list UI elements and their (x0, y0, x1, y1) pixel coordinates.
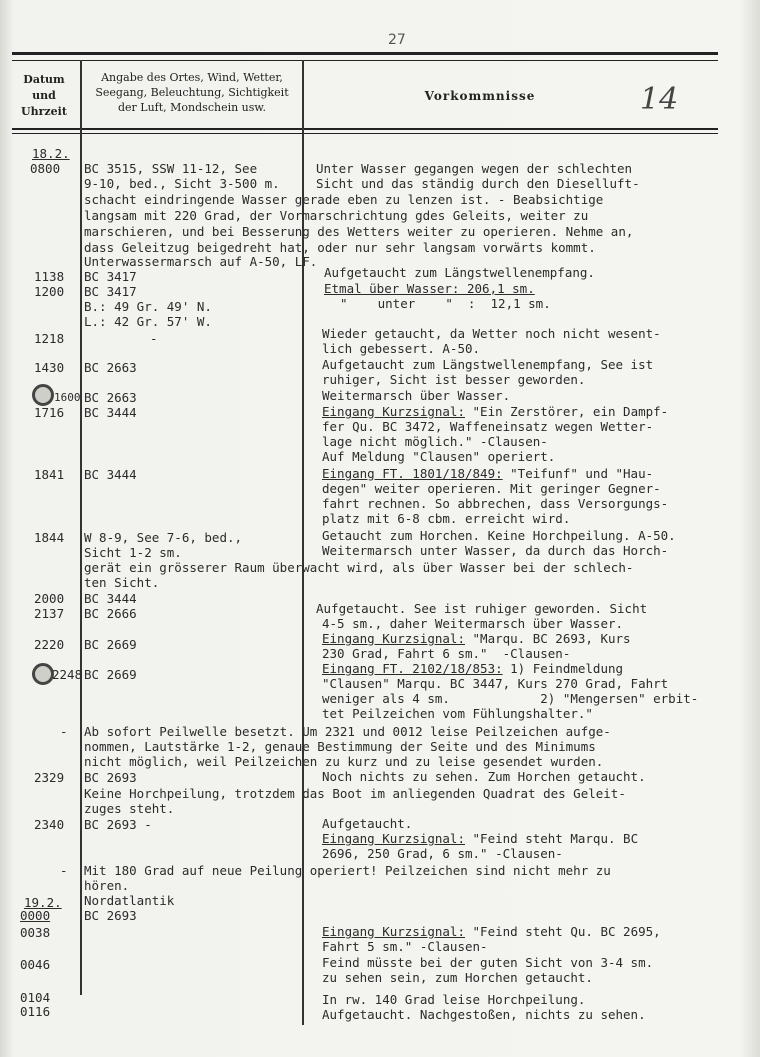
event-text: "Teifunf" und "Hau- (502, 466, 654, 481)
event-cell: ruhiger, Sicht ist besser geworden. (322, 372, 586, 387)
event-cell: 230 Grad, Fahrt 6 sm." -Clausen- (322, 646, 571, 661)
time-cell: 2000 (34, 591, 65, 606)
header-location-line-2: Seegang, Beleuchtung, Sichtigkeit (95, 86, 289, 99)
full-width-line: ten Sicht. (84, 575, 160, 590)
event-text: "Marqu. BC 2693, Kurs (465, 631, 631, 646)
event-text: "Feind steht Marqu. BC (465, 831, 639, 846)
time-cell: 0038 (20, 925, 51, 940)
event-cell: Weitermarsch unter Wasser, da durch das Horch- (322, 543, 669, 558)
event-cell: Aufgetaucht. See ist ruhiger geworden. Sicht (316, 601, 648, 616)
event-cell: lich gebessert. A-50. (322, 341, 481, 356)
header-bottom-rule (12, 128, 718, 130)
time-cell: 0104 (20, 990, 51, 1005)
full-width-line: schacht eindringende Wasser gerade eben zu lenzen ist. - Beabsichtige (84, 192, 604, 207)
event-cell: 2696, 250 Grad, 6 sm." -Clausen- (322, 846, 563, 861)
location-cell: - (150, 331, 158, 346)
full-width-line: hören. (84, 878, 130, 893)
time-cell: 1218 (34, 331, 65, 346)
event-cell: Auf Meldung "Clausen" operiert. (322, 449, 556, 464)
top-rule-thin (12, 60, 718, 61)
event-heading: Eingang Kurzsignal: (322, 631, 465, 646)
full-width-line: dass Geleitzug beigedreht hat, oder nur sehr langsam vorwärts kommt. (84, 240, 596, 255)
full-width-line: Ab sofort Peilwelle besetzt. Um 2321 und 0012 leise Peilzeichen aufge- (84, 724, 611, 739)
location-cell: BC 3417 (84, 269, 137, 284)
header-date-line-2: und (32, 89, 56, 102)
location-cell: BC 3444 (84, 467, 137, 482)
event-text: "Ein Zerstörer, ein Dampf- (465, 404, 669, 419)
time-cell: 1716 (34, 405, 65, 420)
event-cell: fahrt rechnen. So abbrechen, dass Versorgungs- (322, 496, 669, 511)
time-cell: 0000 (20, 908, 51, 923)
full-width-line: langsam mit 220 Grad, der Vormarschrichtung gdes Geleits, weiter zu (84, 208, 589, 223)
event-cell: Getaucht zum Horchen. Keine Horchpeilung. A-50. (322, 528, 676, 543)
event-cell (322, 631, 631, 647)
event-cell: Etmal über Wasser: 206,1 sm. (324, 281, 535, 296)
event-cell: Unter Wasser gegangen wegen der schlechten (316, 161, 633, 176)
event-cell: Aufgetaucht zum Längstwellenempfang. (324, 265, 595, 280)
full-width-line: nommen, Lautstärke 1-2, genaue Bestimmung der Seite und des Minimums (84, 739, 596, 754)
date-entry: 19.2. (24, 895, 62, 910)
event-heading: Eingang Kurzsignal: (322, 831, 465, 846)
event-text: 1) Feindmeldung (502, 661, 624, 676)
header-date-column (12, 72, 76, 120)
date-entry: 18.2. (32, 146, 70, 161)
event-cell: weniger als 4 sm. 2) "Mengersen" erbit- (322, 691, 699, 706)
event-cell: zu sehen sein, zum Horchen getaucht. (322, 970, 593, 985)
location-cell: BC 2693 - (84, 817, 152, 832)
header-location-line-3: der Luft, Mondschein usw. (117, 101, 267, 114)
time-cell: 1138 (34, 269, 65, 284)
event-cell (322, 404, 668, 420)
location-cell: B.: 49 Gr. 49' N. (84, 299, 212, 314)
full-width-line: Unterwassermarsch auf A-50, LF. (84, 254, 318, 269)
time-cell: 0800 (30, 161, 61, 176)
time-cell: 0116 (20, 1004, 51, 1019)
event-cell: Noch nichts zu sehen. Zum Horchen getaucht. (322, 769, 646, 784)
header-events-column: Vorkommnisse (424, 89, 536, 103)
full-width-line: Mit 180 Grad auf neue Peilung operiert! Peilzeichen sind nicht mehr zu (84, 863, 611, 878)
full-width-line: Nordatlantik (84, 893, 175, 908)
header-date-line-3: Uhrzeit (21, 105, 67, 118)
header-bottom-rule-thin (12, 133, 718, 134)
event-cell: 4-5 sm., daher Weitermarsch über Wasser. (322, 616, 624, 631)
location-cell: BC 3515, SSW 11-12, See (84, 161, 258, 176)
full-width-line: zuges steht. (84, 801, 175, 816)
event-cell: platz mit 6-8 cbm. erreicht wird. (322, 511, 571, 526)
time-cell: 2248 (52, 667, 83, 682)
time-cell: 2329 (34, 770, 65, 785)
time-cell: 1841 (34, 467, 65, 482)
event-heading: Eingang FT. 2102/18/853: (322, 661, 503, 676)
event-cell: Aufgetaucht. Nachgestoßen, nichts zu sehen. (322, 1007, 646, 1022)
location-cell: BC 3444 (84, 405, 137, 420)
event-cell: Fahrt 5 sm." -Clausen- (322, 939, 488, 954)
location-cell: BC 2669 (84, 637, 137, 652)
event-cell (322, 831, 638, 847)
punch-hole-upper (32, 384, 54, 406)
event-heading: Eingang FT. 1801/18/849: (322, 466, 503, 481)
location-cell: BC 2663 (84, 390, 137, 405)
event-cell: Feind müsste bei der guten Sicht von 3-4 sm. (322, 955, 654, 970)
event-cell: tet Peilzeichen vom Fühlungshalter." (322, 706, 593, 721)
time-cell: 2220 (34, 637, 65, 652)
full-width-line: marschieren, und bei Besserung des Wetters weiter zu operieren. Nehme an, (84, 224, 634, 239)
event-text: "Feind steht Qu. BC 2695, (465, 924, 661, 939)
event-cell: Sicht und das ständig durch den Dieselluft- (316, 176, 640, 191)
event-cell: Weitermarsch über Wasser. (322, 388, 511, 403)
top-rule (12, 52, 718, 55)
full-width-line: gerät ein grösserer Raum überwacht wird, als über Wasser bei der schlech- (84, 560, 634, 575)
location-cell: BC 2663 (84, 360, 137, 375)
event-cell: lage nicht möglich." -Clausen- (322, 434, 548, 449)
full-width-line: nicht möglich, weil Peilzeichen zu kurz und zu leise gesendet wurden. (84, 754, 604, 769)
event-cell: degen" weiter operieren. Mit geringer Gegner- (322, 481, 661, 496)
time-cell: - (60, 863, 68, 878)
event-cell (322, 661, 623, 677)
event-cell (322, 466, 653, 482)
header-location-line-1: Angabe des Ortes, Wind, Wetter, (101, 71, 283, 84)
event-cell: Wieder getaucht, da Wetter noch nicht wesent- (322, 326, 661, 341)
time-cell: 1844 (34, 530, 65, 545)
location-cell: L.: 42 Gr. 57' W. (84, 314, 212, 329)
time-cell: 1600 (54, 391, 81, 404)
location-cell: BC 3444 (84, 591, 137, 606)
time-cell: 2340 (34, 817, 65, 832)
full-width-line: Keine Horchpeilung, trotzdem das Boot im anliegenden Quadrat des Geleit- (84, 786, 626, 801)
time-cell: 1200 (34, 284, 65, 299)
event-heading: Eingang Kurzsignal: (322, 404, 465, 419)
event-cell: " unter " : 12,1 sm. (340, 296, 551, 311)
location-cell: 9-10, bed., Sicht 3-500 m. (84, 176, 280, 191)
page-number: 27 (388, 32, 406, 48)
location-cell: BC 2693 (84, 908, 137, 923)
event-cell: In rw. 140 Grad leise Horchpeilung. (322, 992, 586, 1007)
punch-hole-lower (32, 663, 54, 685)
event-cell: Aufgetaucht. (322, 816, 413, 831)
event-cell: fer Qu. BC 3472, Waffeneinsatz wegen Wetter- (322, 419, 654, 434)
time-cell: 1430 (34, 360, 65, 375)
time-cell: - (60, 724, 68, 739)
column-divider-1 (80, 60, 82, 995)
location-cell: BC 2669 (84, 667, 137, 682)
event-cell: Aufgetaucht zum Längstwellenempfang, See ist (322, 357, 654, 372)
header-location-column (86, 70, 298, 115)
location-cell: BC 3417 (84, 284, 137, 299)
time-cell: 2137 (34, 606, 65, 621)
event-cell (322, 924, 661, 940)
location-cell: W 8-9, See 7-6, bed., (84, 530, 243, 545)
handwritten-page-stamp: 14 (640, 82, 679, 117)
event-cell: "Clausen" Marqu. BC 3447, Kurs 270 Grad, Fahrt (322, 676, 669, 691)
location-cell: BC 2666 (84, 606, 137, 621)
location-cell: Sicht 1-2 sm. (84, 545, 182, 560)
header-date-line-1: Datum (23, 73, 65, 86)
time-cell: 0046 (20, 957, 51, 972)
event-heading: Eingang Kurzsignal: (322, 924, 465, 939)
location-cell: BC 2693 (84, 770, 137, 785)
